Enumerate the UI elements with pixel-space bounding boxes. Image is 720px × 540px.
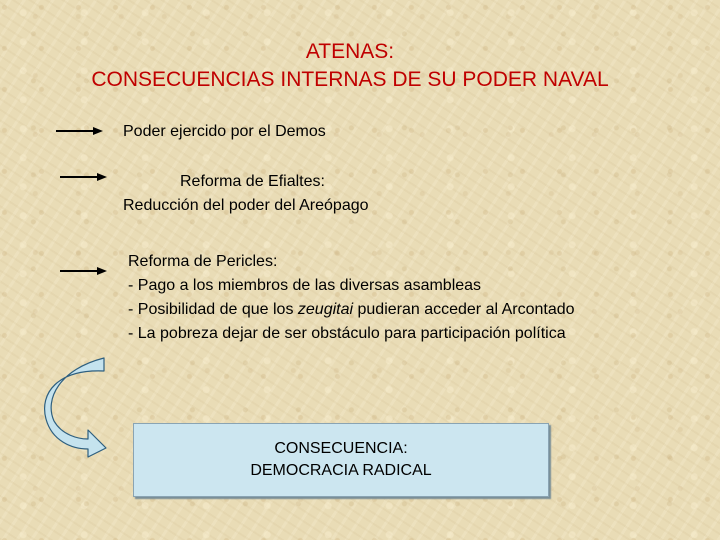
title-line-2: CONSECUENCIAS INTERNAS DE SU PODER NAVAL — [91, 68, 609, 91]
right-arrow-icon — [59, 170, 109, 184]
pericles-bullet-2 — [128, 298, 575, 322]
title-line-1: ATENAS: — [305, 40, 395, 63]
pericles-bullet-1: - Pago a los miembros de las diversas asambleas — [128, 277, 482, 294]
efialtes-heading: Reforma de Efialtes: — [180, 173, 325, 190]
right-arrow-icon — [59, 264, 109, 278]
slide-title — [0, 38, 700, 94]
pericles-bullet-3: - La pobreza dejar de ser obstáculo para participación política — [128, 325, 566, 342]
zeugitai-term: zeugitai — [297, 301, 354, 318]
item-pericles — [128, 250, 575, 346]
conclusion-value: DEMOCRACIA RADICAL — [250, 462, 432, 479]
item-demos-text: Poder ejercido por el Demos — [123, 123, 326, 140]
right-arrow-icon — [55, 124, 105, 138]
item-demos — [123, 120, 326, 144]
conclusion-box — [133, 423, 549, 497]
curved-arrow-icon — [42, 355, 112, 460]
pericles-heading: Reforma de Pericles: — [128, 253, 278, 270]
pericles-bullet-2-post: pudieran acceder al Arcontado — [353, 301, 575, 318]
efialtes-detail: Reducción del poder del Areópago — [123, 197, 369, 214]
conclusion-label: CONSECUENCIA: — [274, 440, 408, 457]
pericles-bullet-2-pre: - Posibilidad de que los — [128, 301, 298, 318]
item-efialtes — [123, 170, 369, 218]
